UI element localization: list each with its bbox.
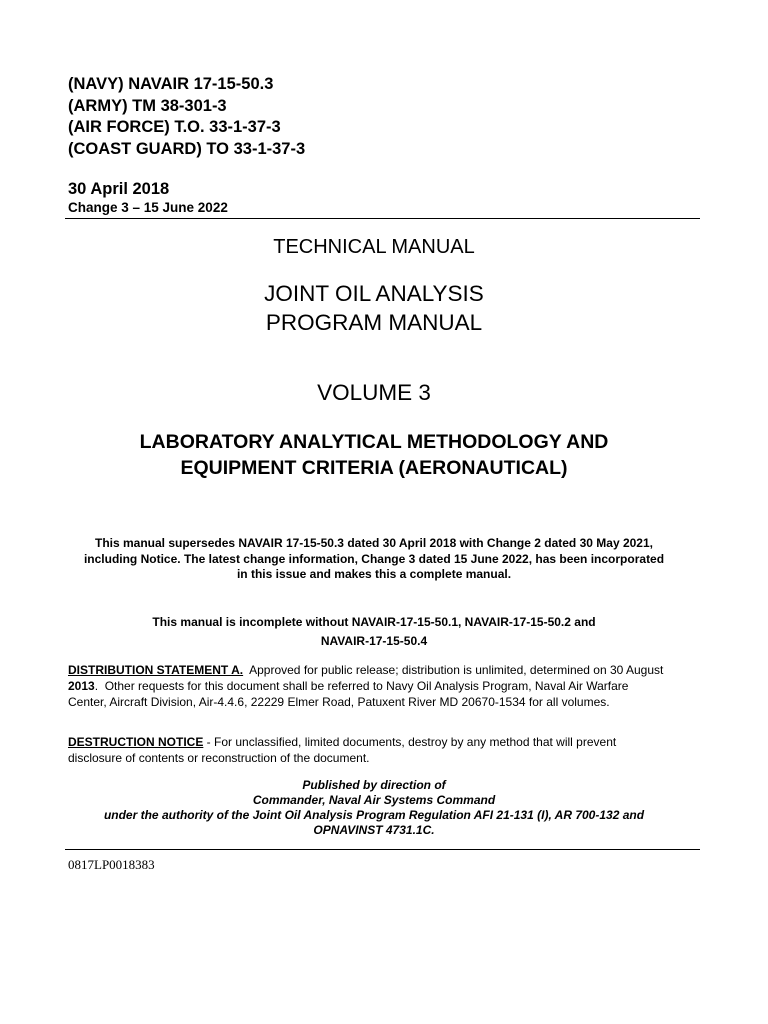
destruction-label: DESTRUCTION NOTICE [68, 735, 204, 749]
document-code: 0817LP0018383 [68, 857, 155, 872]
destruction-notice [68, 734, 708, 766]
volume-subtitle [64, 429, 684, 481]
authority-line: under the authority of the Joint Oil Analysis Program Regulation AFI 21-131 (I), AR 700-132 and [103, 808, 645, 822]
incomplete-notice [64, 613, 684, 650]
volume-heading: VOLUME 3 [317, 380, 431, 405]
destruction-line: disclosure of contents or reconstruction of the document. [68, 751, 370, 765]
distribution-text: Approved for public release; distribution is unlimited, determined on 30 August [243, 663, 664, 677]
distribution-text: . Other requests for this document shall be referred to Navy Oil Analysis Program, Naval Air Warfare [94, 679, 629, 693]
supersede-notice [64, 536, 684, 583]
volume-subtitle-line: EQUIPMENT CRITERIA (AERONAUTICAL) [180, 457, 568, 479]
navy-identifier: (NAVY) NAVAIR 17-15-50.3 [68, 75, 274, 93]
authority-line: Commander, Naval Air Systems Command [252, 793, 496, 807]
supersede-line: in this issue and makes this a complete manual. [236, 567, 512, 581]
army-identifier: (ARMY) TM 38-301-3 [68, 96, 227, 115]
manual-title-line: JOINT OIL ANALYSIS [264, 281, 484, 306]
document-identifiers [68, 74, 305, 160]
coast-guard-identifier: (COAST GUARD) TO 33-1-37-3 [68, 139, 306, 158]
distribution-year: 2013 [68, 679, 95, 693]
incomplete-line: NAVAIR-17-15-50.4 [320, 633, 428, 648]
destruction-line [68, 734, 708, 750]
change-notice: Change 3 – 15 June 2022 [68, 200, 228, 215]
publication-date: 30 April 2018 [68, 180, 170, 198]
destruction-text: - For unclassified, limited documents, destroy by any method that will prevent [203, 735, 617, 749]
top-divider [65, 218, 700, 219]
publication-authority [64, 778, 684, 838]
supersede-line: This manual supersedes NAVAIR 17-15-50.3 dated 30 April 2018 with Change 2 dated 30 May 2021, [95, 536, 653, 550]
authority-line: Published by direction of [302, 778, 446, 792]
manual-title [64, 279, 684, 337]
distribution-line [68, 662, 708, 678]
bottom-divider [65, 849, 700, 850]
volume-subtitle-line: LABORATORY ANALYTICAL METHODOLOGY AND [139, 431, 609, 453]
distribution-label: DISTRIBUTION STATEMENT A. [68, 663, 244, 677]
incomplete-line: This manual is incomplete without NAVAIR-17-15-50.1, NAVAIR-17-15-50.2 and [152, 615, 596, 629]
distribution-line [68, 678, 708, 694]
distribution-statement [68, 662, 708, 710]
distribution-line: Center, Aircraft Division, Air-4.4.6, 22229 Elmer Road, Patuxent River MD 20670-1534 for all volumes. [68, 695, 610, 709]
supersede-line: including Notice. The latest change information, Change 3 dated 15 June 2022, has been incorporated [83, 551, 665, 566]
manual-title-line: PROGRAM MANUAL [265, 310, 483, 335]
air-force-identifier: (AIR FORCE) T.O. 33-1-37-3 [68, 118, 281, 136]
authority-line: OPNAVINST 4731.1C. [313, 823, 435, 837]
manual-type: TECHNICAL MANUAL [273, 236, 475, 258]
